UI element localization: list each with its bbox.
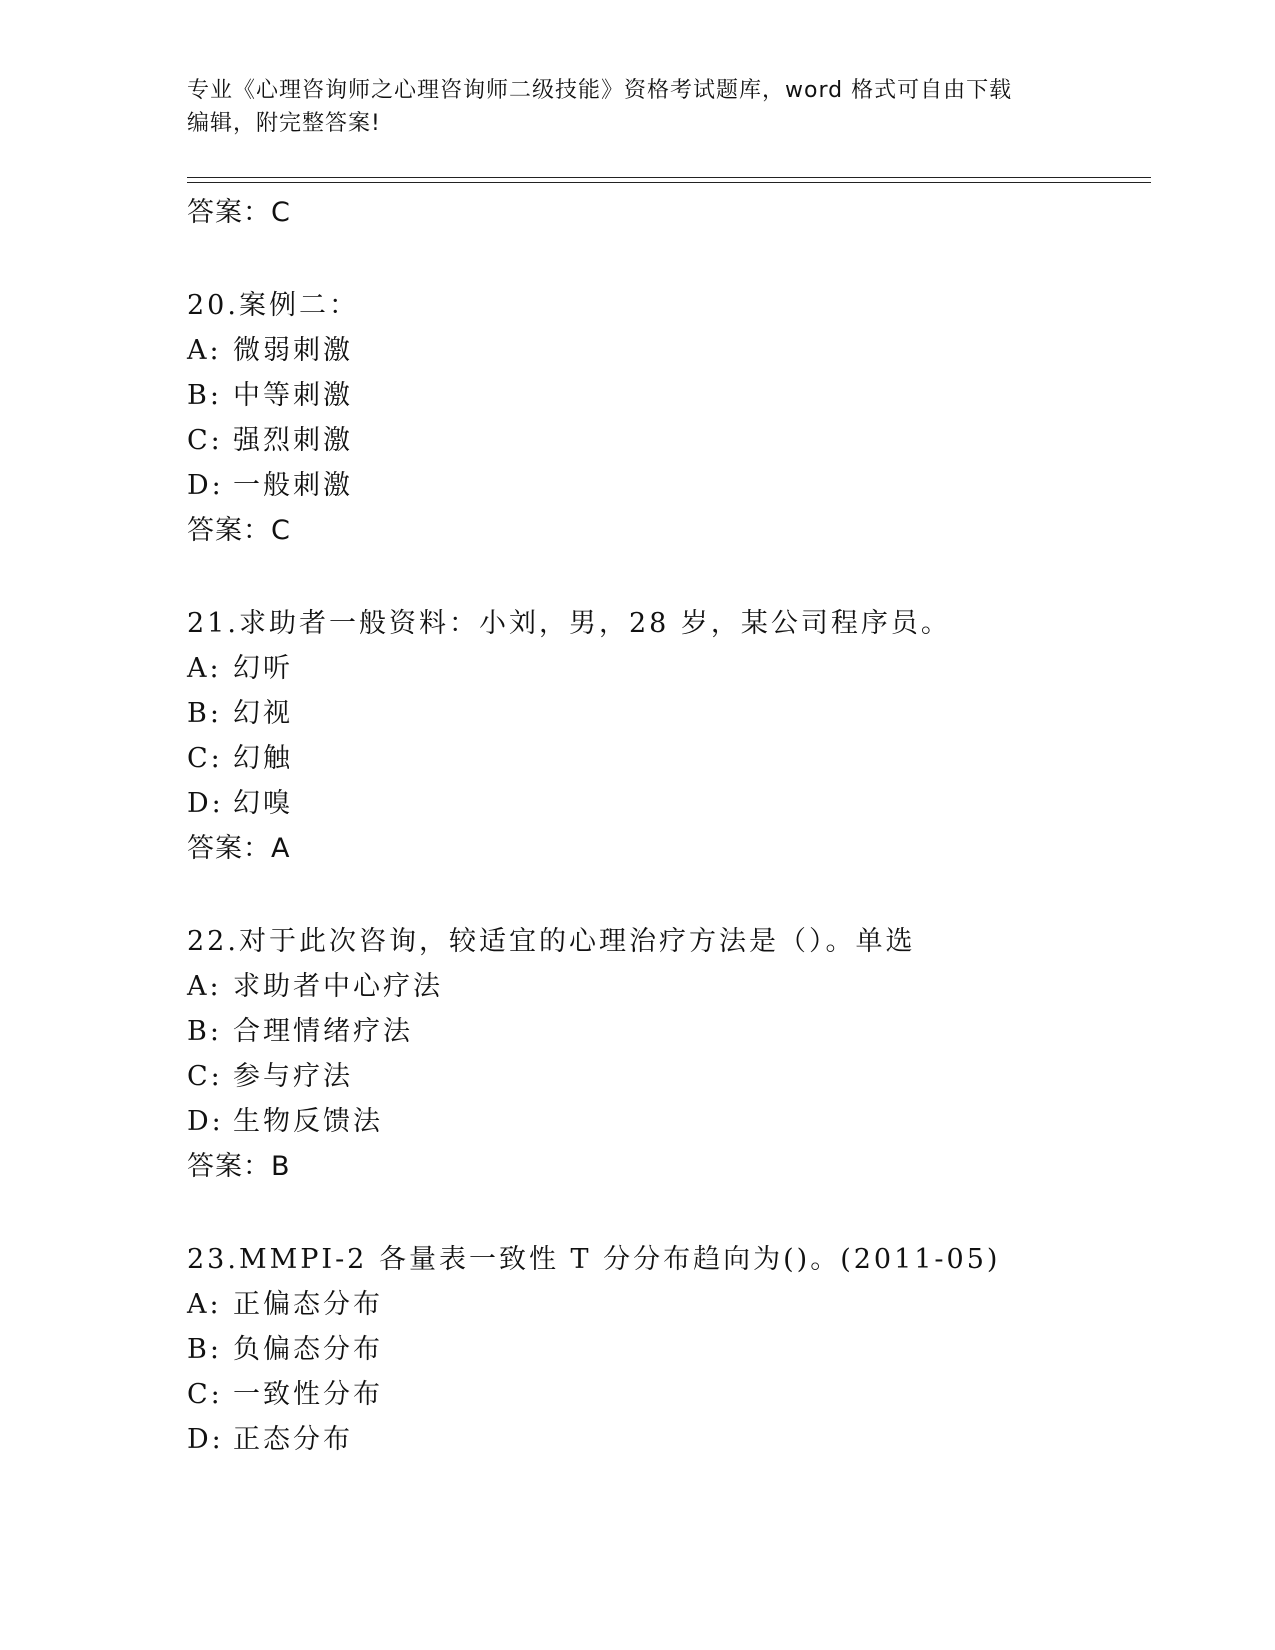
option-text: 生物反馈法 — [233, 1106, 383, 1137]
question-block — [187, 283, 1147, 553]
option-text: 正偏态分布 — [233, 1289, 383, 1320]
document-header — [187, 74, 1067, 140]
option-letter: C: — [187, 1379, 223, 1410]
spacer — [187, 235, 1147, 283]
option-text: 一般刺激 — [233, 470, 353, 501]
question-stem: 22.对于此次咨询，较适宜的心理治疗方法是（）。单选 — [187, 926, 916, 957]
option-text: 幻触 — [233, 743, 293, 774]
spacer — [187, 1189, 1147, 1237]
question-stem: 20.案例二： — [187, 290, 359, 321]
question-stem: 21.求助者一般资料：小刘，男，28 岁，某公司程序员。 — [187, 608, 951, 639]
option-text: 正态分布 — [233, 1424, 353, 1455]
option-c — [187, 1372, 1147, 1417]
option-text: 求助者中心疗法 — [233, 971, 443, 1002]
option-b — [187, 373, 1147, 418]
option-text: 一致性分布 — [233, 1379, 383, 1410]
header-line-1: 专业《心理咨询师之心理咨询师二级技能》资格考试题库，word 格式可自由下载 — [187, 78, 1013, 103]
option-letter: B: — [187, 1334, 222, 1365]
option-a — [187, 1282, 1147, 1327]
option-text: 幻视 — [233, 698, 293, 729]
option-a — [187, 646, 1147, 691]
option-letter: B: — [187, 698, 222, 729]
answer-line: 答案：A — [187, 833, 291, 864]
spacer — [187, 871, 1147, 919]
option-text: 中等刺激 — [233, 380, 353, 411]
option-text: 负偏态分布 — [233, 1334, 383, 1365]
option-letter: A: — [187, 1289, 222, 1320]
question-stem: 23.MMPI-2 各量表一致性 T 分分布趋向为()。(2011-05) — [187, 1244, 1001, 1275]
option-c — [187, 1054, 1147, 1099]
option-letter: C: — [187, 425, 223, 456]
header-divider-bottom — [187, 182, 1151, 183]
option-text: 合理情绪疗法 — [233, 1016, 413, 1047]
option-text: 微弱刺激 — [233, 335, 353, 366]
option-letter: A: — [187, 653, 222, 684]
header-line-2: 编辑，附完整答案! — [187, 111, 381, 136]
option-c — [187, 418, 1147, 463]
answer-line: 答案：B — [187, 1151, 291, 1182]
previous-answer: 答案：C — [187, 197, 291, 228]
option-letter: B: — [187, 1016, 222, 1047]
question-list — [187, 190, 1147, 1462]
option-d — [187, 1417, 1147, 1462]
option-text: 幻听 — [233, 653, 293, 684]
option-letter: D: — [187, 1106, 224, 1137]
option-b — [187, 1327, 1147, 1372]
option-letter: A: — [187, 971, 222, 1002]
option-a — [187, 964, 1147, 1009]
option-letter: B: — [187, 380, 222, 411]
option-text: 幻嗅 — [233, 788, 293, 819]
option-d — [187, 1099, 1147, 1144]
option-letter: D: — [187, 1424, 224, 1455]
option-b — [187, 691, 1147, 736]
option-c — [187, 736, 1147, 781]
option-d — [187, 463, 1147, 508]
answer-line: 答案：C — [187, 515, 291, 546]
option-letter: C: — [187, 1061, 223, 1092]
option-d — [187, 781, 1147, 826]
option-b — [187, 1009, 1147, 1054]
question-block — [187, 1237, 1147, 1462]
header-divider-top — [187, 177, 1151, 178]
option-text: 强烈刺激 — [233, 425, 353, 456]
option-letter: C: — [187, 743, 223, 774]
spacer — [187, 553, 1147, 601]
option-letter: D: — [187, 470, 224, 501]
question-block — [187, 601, 1147, 871]
option-letter: D: — [187, 788, 224, 819]
option-letter: A: — [187, 335, 222, 366]
option-text: 参与疗法 — [233, 1061, 353, 1092]
option-a — [187, 328, 1147, 373]
question-block — [187, 919, 1147, 1189]
